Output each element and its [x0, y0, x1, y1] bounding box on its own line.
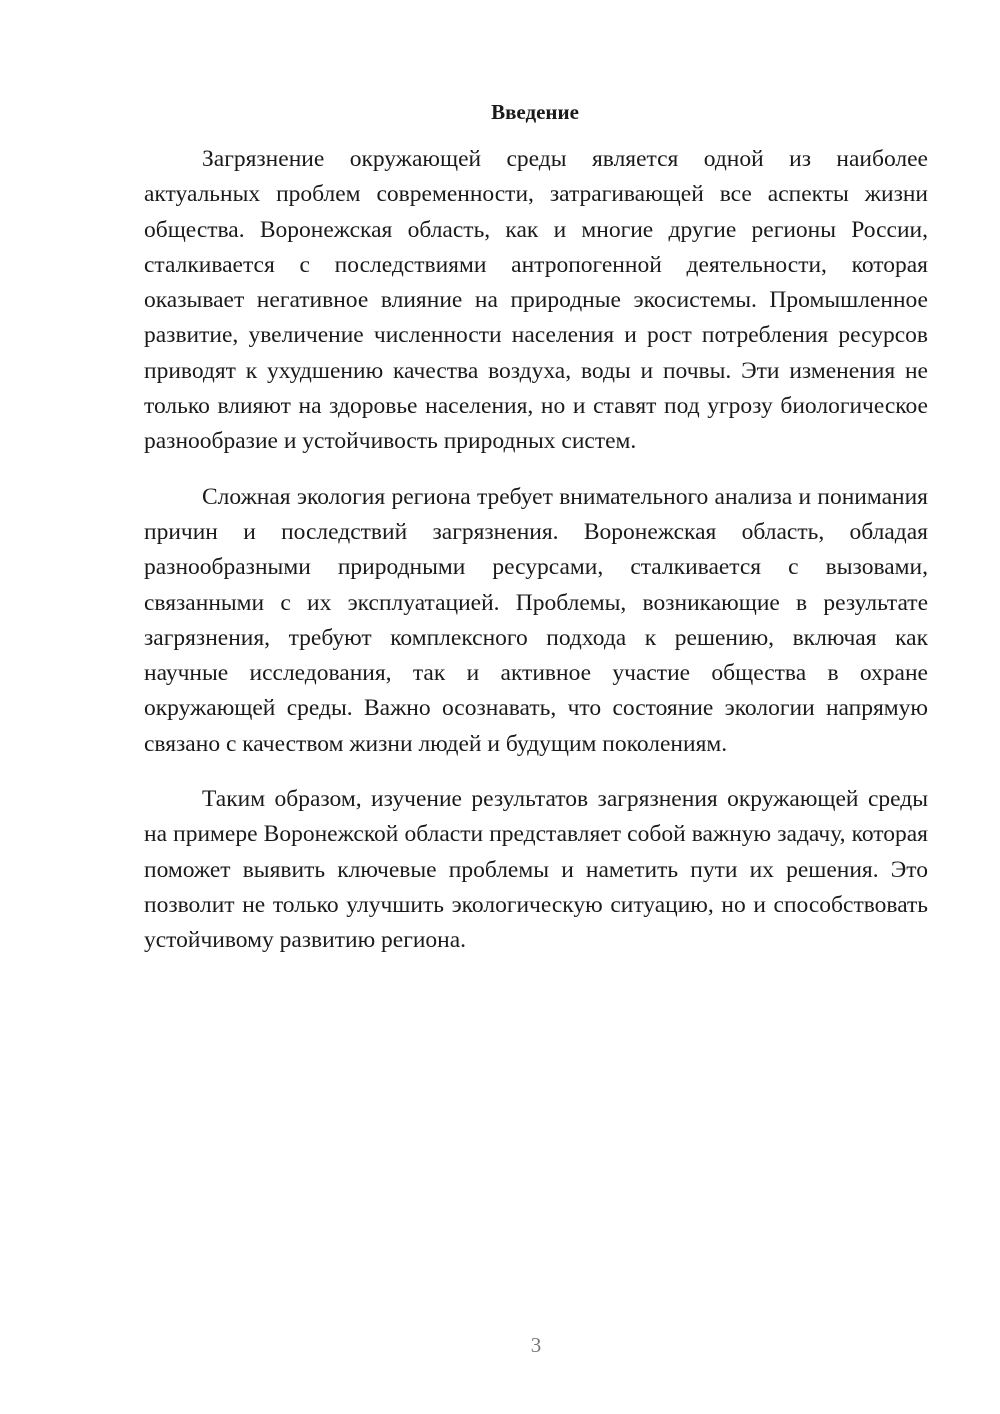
page-title: Введение [491, 100, 579, 124]
paragraph-1: Загрязнение окружающей среды является одной из наиболее актуальных проблем современности, затрагивающей все аспекты жизни общества. Воронежская область, как и многие другие регионы России, сталкивается с последствиями антропогенной деятельности, которая оказывает негативное влияние на природные экосистемы. Промышленное развитие, увеличение численности населения и рост потребления ресурсов приводят к ухудшению качества воздуха, воды и почвы. Эти изменения не только влияют на здоровье населения, но и ставят под угрозу биологическое разнообразие и устойчивость природных систем. [144, 146, 928, 455]
paragraph-2: Сложная экология региона требует внимательного анализа и понимания причин и последствий загрязнения. Воронежская область, обладая разнообразными природными ресурсами, сталкивается с вызовами, связанными с их эксплуатацией. Проблемы, возникающие в результате загрязнения, требуют комплексного подхода к решению, включая как научные исследования, так и активное участие общества в охране окружающей среды. Важно осознавать, что состояние экологии напрямую связано с качеством жизни людей и будущим поколениям. [144, 483, 928, 757]
page-number: 3 [530, 1333, 542, 1357]
paragraph-3: Таким образом, изучение результатов загрязнения окружающей среды на примере Воронежской области представляет собой важную задачу, которая поможет выявить ключевые проблемы и наметить пути их решения. Это позволит не только улучшить экологическую ситуацию, но и способствовать устойчивому развитию региона. [144, 786, 928, 954]
document-body [144, 142, 928, 979]
